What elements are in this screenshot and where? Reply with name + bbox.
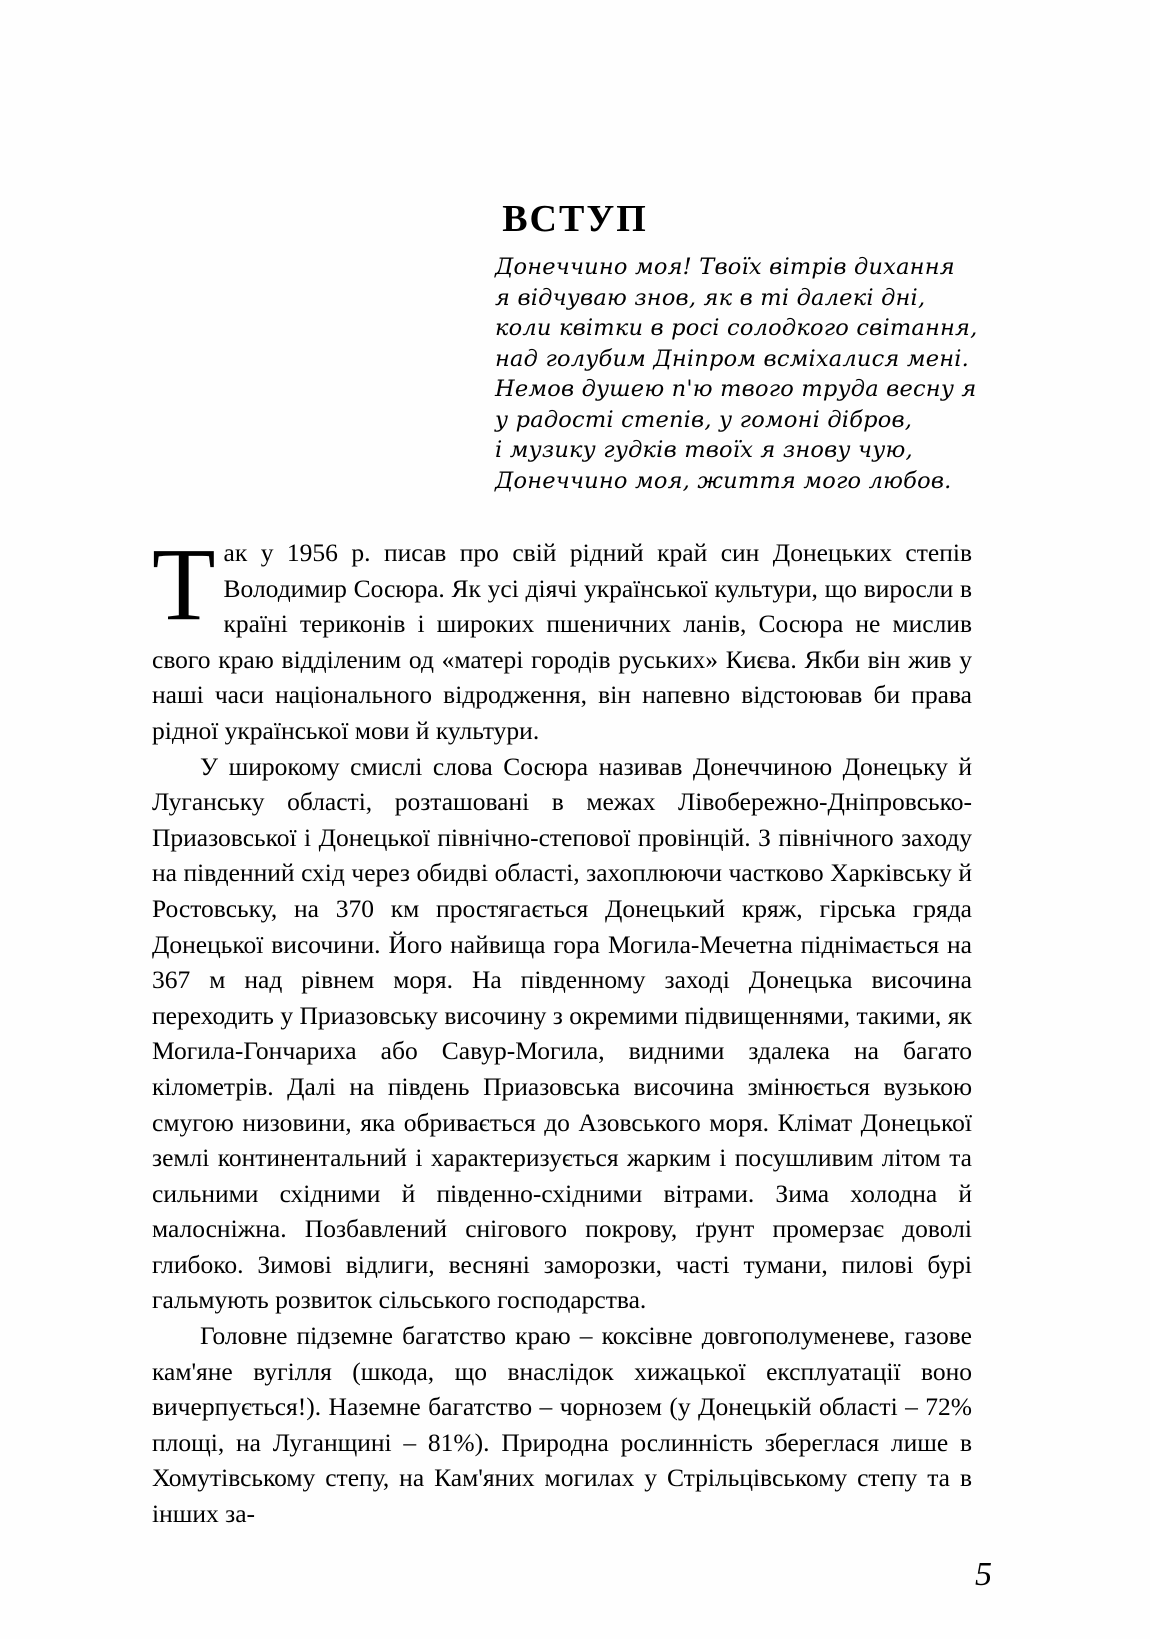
page-number: 5 — [975, 1556, 992, 1593]
epigraph-poem — [495, 252, 978, 496]
page-title: ВСТУП — [502, 198, 648, 241]
epigraph-line: Донеччино моя, життя мого любов. — [495, 467, 952, 494]
body-text-block — [152, 527, 972, 1532]
epigraph-line: над голубим Дніпром всміхалися мені. — [495, 345, 969, 372]
epigraph-line: Немов душею п'ю твого труда весну я — [495, 376, 977, 402]
epigraph-line: у радості степів, у гомоні дібров, — [495, 406, 913, 433]
paragraph-1-text: ак у 1956 р. писав про свій рідний край син Донецьких степів Володимир Сосюра. Як усі діячі української культури, що виросли в країні териконів і широких пшеничних ланів, Сосюра не мислив свого краю відділеним од «матері городів руських» Києва. Якби він жив у наші часи національного відродження, він напевно відстоював би права рідної української мови й культури. — [152, 538, 972, 745]
epigraph-line: і музику гудків твоїх я знову чую, — [495, 437, 913, 463]
paragraph-1 — [152, 527, 972, 749]
drop-cap: Т — [152, 527, 216, 642]
paragraph-2: У широкому смислі слова Сосюра називав Донеччиною Донецьку й Луганську області, розташовані в межах Лівобережно-Дніпровсько-Приазовської і Донецької північно-степової провінцій. З північного заходу на південний схід через обидві області, захоплюючи частково Харківську й Ростовську, на 370 км простягається Донецький кряж, гірська гряда Донецької височини. Його найвища гора Могила-Мечетна піднімається на 367 м над рівнем моря. На південному заході Донецька височина переходить у Приазовську височину з окремими підвищеннями, такими, як Могила-Гончариха або Савур-Могила, видними здалека на багато кілометрів. Далі на південь Приазовська височина змінюється вузькою смугою низовини, яка обривається до Азовського моря. Клімат Донецької землі континентальний і характеризується жарким і посушливим літом та сильними східними й південно-східними вітрами. Зима холодна й малосніжна. Позбавлений снігового покрову, ґрунт промерзає доволі глибоко. Зимові відлиги, весняні заморозки, часті тумани, пилові бурі гальмують розвиток сільського господарства. — [152, 751, 972, 1315]
epigraph-line: коли квітки в росі солодкого світання, — [495, 315, 978, 341]
epigraph-line: я відчуваю знов, як в ті далекі дні, — [495, 284, 926, 311]
epigraph-line: Донеччино моя! Твоїх вітрів дихання — [495, 254, 955, 280]
paragraph-3: Головне підземне багатство краю – коксівне довгополуменеве, газове кам'яне вугілля (шкода, що внаслідок хижацької експлуатації воно вичерпується!). Наземне багатство – чорнозем (у Донецькій області – 72% площі, на Луганщині – 81%). Природна рослинність збереглася лише в Хомутівському степу, на Кам'яних могилах у Стрільцівському степу та в інших за- — [152, 1321, 972, 1529]
